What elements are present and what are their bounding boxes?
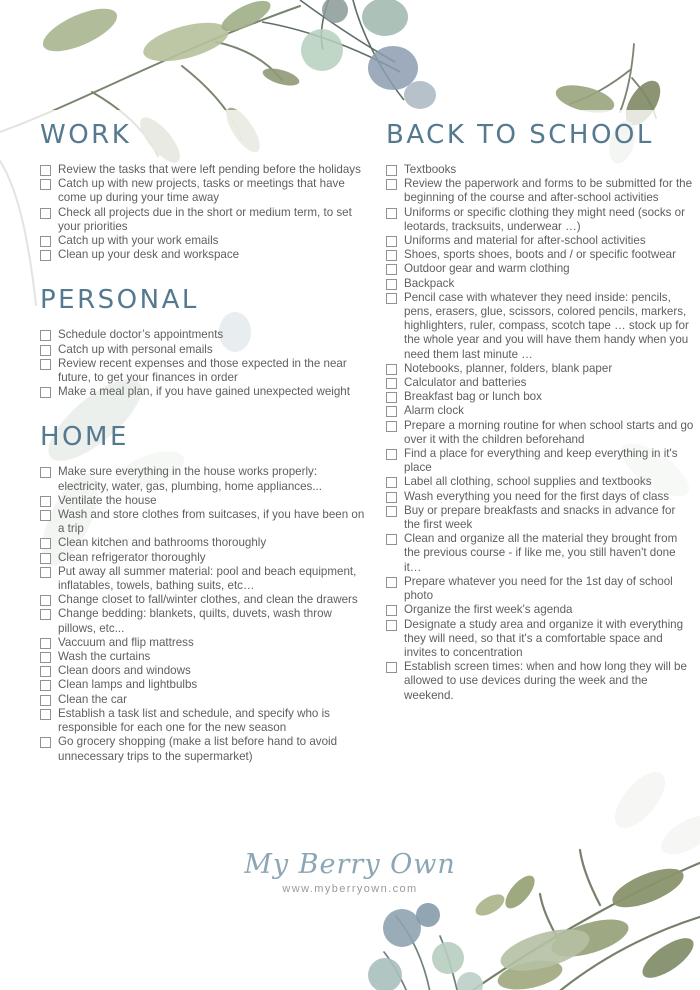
checkbox[interactable] — [386, 208, 397, 219]
checkbox[interactable] — [40, 165, 51, 176]
checkbox[interactable] — [40, 538, 51, 549]
checklist-item-label: Alarm clock — [404, 404, 464, 418]
section-personal — [40, 285, 366, 399]
checkbox[interactable] — [40, 553, 51, 564]
checklist-work — [40, 163, 366, 262]
checklist-item-label: Wash and store clothes from suitcases, if you have been on a trip — [58, 508, 365, 536]
checkbox[interactable] — [386, 406, 397, 417]
checklist-item-label: Establish screen times: when and how long they will be allowed to use devices during the week and the weekend. — [404, 660, 687, 702]
checkbox[interactable] — [40, 387, 51, 398]
section-back-to-school — [386, 120, 694, 703]
checklist-item-label: Label all clothing, school supplies and textbooks — [404, 475, 652, 489]
checklist-item-label: Breakfast bag or lunch box — [404, 390, 542, 404]
checklist-item — [386, 376, 694, 390]
checklist-item — [40, 735, 366, 763]
checklist-item — [40, 707, 366, 735]
checklist-item-label: Go grocery shopping (make a list before hand to avoid unnecessary trips to the supermarket) — [58, 735, 338, 763]
checklist-item — [40, 163, 366, 177]
checklist-item-label: Clean up your desk and workspace — [58, 248, 240, 262]
checklist-item-label: Uniforms or specific clothing they might need (socks or leotards, tracksuits, underwear …) — [404, 205, 685, 233]
checklist-item — [386, 248, 694, 262]
checklist-item-label: Review recent expenses and those expected in the near future, to get your finances in order — [58, 356, 347, 385]
checklist-item — [386, 419, 694, 447]
checklist-item-label: Put away all summer material: pool and beach equipment, inflatables, towels, bathing suits, etc… — [58, 564, 357, 593]
checklist-item-label: Clean the car — [58, 692, 127, 706]
checkbox[interactable] — [386, 250, 397, 261]
checkbox[interactable] — [40, 709, 51, 720]
checklist-item-label: Prepare whatever you need for the 1st day of school photo — [404, 574, 673, 603]
checklist-item — [386, 362, 694, 376]
checkbox[interactable] — [40, 652, 51, 663]
section-title-personal: PERSONAL — [40, 285, 199, 316]
section-title-home: HOME — [40, 422, 129, 453]
checkbox[interactable] — [40, 359, 51, 370]
checkbox[interactable] — [40, 345, 51, 356]
checkbox[interactable] — [40, 236, 51, 247]
checklist-item-label: Review the paperwork and forms to be submitted for the beginning of the course and after-school activities — [404, 177, 693, 205]
section-title-work: WORK — [40, 120, 132, 150]
checklist-item-label: Vaccuum and flip mattress — [58, 635, 194, 649]
checkbox[interactable] — [40, 208, 51, 219]
checklist-item — [40, 494, 366, 508]
checklist-item — [40, 385, 366, 399]
checkbox[interactable] — [386, 449, 397, 460]
checklist-item-label: Prepare a morning routine for when school starts and go over it with the children beforehand — [404, 418, 694, 446]
checklist-item — [386, 532, 694, 575]
checklist-item-label: Change bedding: blankets, quilts, duvets, wash throw pillows, etc... — [58, 607, 332, 635]
checklist-personal — [40, 328, 366, 399]
checklist-item — [386, 504, 694, 532]
checklist-item — [40, 328, 366, 342]
checkbox[interactable] — [386, 605, 397, 616]
checkbox[interactable] — [40, 567, 51, 578]
checklist-item-label: Ventilate the house — [58, 493, 157, 507]
brand-logo-text: My Berry Own — [244, 849, 456, 880]
checkbox[interactable] — [386, 506, 397, 517]
checkbox[interactable] — [40, 737, 51, 748]
checkbox[interactable] — [386, 279, 397, 290]
checklist-item — [386, 277, 694, 291]
checklist-item — [386, 575, 694, 603]
checklist-item-label: Buy or prepare breakfasts and snacks in advance for the first week — [404, 503, 676, 532]
checklist-item — [40, 565, 366, 593]
checklist-item — [40, 248, 366, 262]
checkbox[interactable] — [40, 695, 51, 706]
checklist-item — [386, 234, 694, 248]
checkbox[interactable] — [386, 364, 397, 375]
checklist-item-label: Make a meal plan, if you have gained unexpected weight — [58, 385, 350, 399]
checklist-item — [386, 291, 694, 362]
checklist-item — [386, 618, 694, 661]
checklist-item-label: Backpack — [404, 276, 455, 290]
checklist-item-label: Pencil case with whatever they need inside: pencils, pens, erasers, glue, scissors, colored pencils, markers, highlighters, ruler, compass, scotch tape … stock up for the whole year and you will have them handy when you need them last minute … — [404, 290, 689, 361]
checklist-item — [386, 475, 694, 489]
checkbox[interactable] — [40, 666, 51, 677]
checkbox[interactable] — [40, 250, 51, 261]
checklist-item — [386, 404, 694, 418]
section-work — [40, 120, 366, 262]
checklist-item — [40, 465, 366, 493]
checklist-item — [40, 593, 366, 607]
checklist-item — [40, 234, 366, 248]
checklist-item-label: Schedule doctor’s appointments — [58, 328, 224, 342]
checklist-item — [40, 678, 366, 692]
checklist-item — [40, 343, 366, 357]
checklist-item — [386, 390, 694, 404]
checklist-item-label: Change closet to fall/winter clothes, and clean the drawers — [58, 593, 358, 607]
checkbox[interactable] — [386, 264, 397, 275]
checklist-item-label: Organize the first week's agenda — [404, 603, 573, 617]
checklist-item-label: Clean and organize all the material they brought from the previous course - if like me, you still haven't done it… — [404, 532, 678, 574]
checklist-item-label: Textbooks — [404, 163, 457, 176]
checklist-item — [386, 177, 694, 205]
checklist-item — [40, 508, 366, 536]
checklist-item — [386, 206, 694, 234]
left-column — [40, 120, 366, 764]
checkbox[interactable] — [40, 496, 51, 507]
checklist-item — [40, 536, 366, 550]
checklist-item-label: Wash everything you need for the first days of class — [404, 489, 670, 503]
checkbox[interactable] — [386, 179, 397, 190]
checkbox[interactable] — [40, 330, 51, 341]
checklist-item-label: Check all projects due in the short or medium term, to set your priorities — [58, 205, 352, 233]
checkbox[interactable] — [386, 620, 397, 631]
checklist-item-label: Clean doors and windows — [58, 664, 191, 678]
checklist-item-label: Catch up with personal emails — [58, 342, 213, 356]
website-url-text: www.myberryown.com — [282, 883, 418, 895]
checklist-item-label: Review the tasks that were left pending before the holidays — [58, 163, 361, 176]
checklist-item-label: Establish a task list and schedule, and specify who is responsible for each one for the new season — [58, 706, 330, 735]
checkbox[interactable] — [386, 477, 397, 488]
checkbox[interactable] — [386, 421, 397, 432]
checklist-home — [40, 465, 366, 763]
checkbox[interactable] — [40, 680, 51, 691]
right-column — [386, 120, 694, 703]
checklist-item — [40, 177, 366, 205]
checklist-item-label: Calculator and batteries — [404, 376, 527, 390]
checklist-item — [386, 262, 694, 276]
checkbox[interactable] — [386, 293, 397, 304]
checklist-item — [386, 660, 694, 703]
checklist-item-label: Outdoor gear and warm clothing — [404, 262, 570, 276]
checkbox[interactable] — [40, 638, 51, 649]
checkbox[interactable] — [40, 609, 51, 620]
checklist-item — [40, 206, 366, 234]
checklist-item — [40, 636, 366, 650]
section-title-back-to-school: BACK TO SCHOOL — [386, 120, 654, 150]
checklist-item-label: Catch up with your work emails — [58, 234, 219, 248]
checklist-item-label: Uniforms and material for after-school activities — [404, 234, 646, 248]
section-home — [40, 422, 366, 763]
checklist-item — [40, 551, 366, 565]
checkbox[interactable] — [386, 534, 397, 545]
checklist-item-label: Clean refrigerator thoroughly — [58, 550, 206, 564]
checklist-item-label: Notebooks, planner, folders, blank paper — [404, 361, 613, 375]
checklist-item-label: Clean kitchen and bathrooms thoroughly — [58, 536, 267, 550]
checklist-item — [40, 664, 366, 678]
checkbox[interactable] — [386, 662, 397, 673]
checkbox[interactable] — [40, 595, 51, 606]
checklist-back-to-school — [386, 163, 694, 703]
checklist-item — [40, 650, 366, 664]
checkbox[interactable] — [386, 577, 397, 588]
checkbox[interactable] — [386, 378, 397, 389]
checklist-item-label: Shoes, sports shoes, boots and / or specific footwear — [404, 248, 676, 262]
checklist-item — [386, 163, 694, 177]
footer — [0, 850, 700, 895]
checklist-item — [386, 447, 694, 475]
checklist-item-label: Wash the curtains — [58, 650, 151, 664]
checkbox[interactable] — [40, 510, 51, 521]
checklist-item — [386, 603, 694, 617]
checklist-item-label: Find a place for everything and keep everything in it's place — [404, 447, 678, 475]
checklist-item — [40, 607, 366, 635]
checklist-item — [40, 693, 366, 707]
checklist-item-label: Designate a study area and organize it with everything they will need, so that it's a comfortable space and invites to concentration — [404, 617, 684, 659]
checklist-item — [386, 490, 694, 504]
checklist-item-label: Make sure everything in the house works properly: electricity, water, gas, plumbing, home appliances... — [58, 465, 322, 493]
checklist-item-label: Catch up with new projects, tasks or meetings that have come up during your time away — [58, 177, 345, 205]
checklist-item — [40, 357, 366, 385]
checkbox[interactable] — [386, 236, 397, 247]
checkbox[interactable] — [40, 467, 51, 478]
checkbox[interactable] — [386, 392, 397, 403]
checklist-item-label: Clean lamps and lightbulbs — [58, 678, 198, 692]
checkbox[interactable] — [386, 492, 397, 503]
checkbox[interactable] — [40, 179, 51, 190]
checkbox[interactable] — [386, 165, 397, 176]
